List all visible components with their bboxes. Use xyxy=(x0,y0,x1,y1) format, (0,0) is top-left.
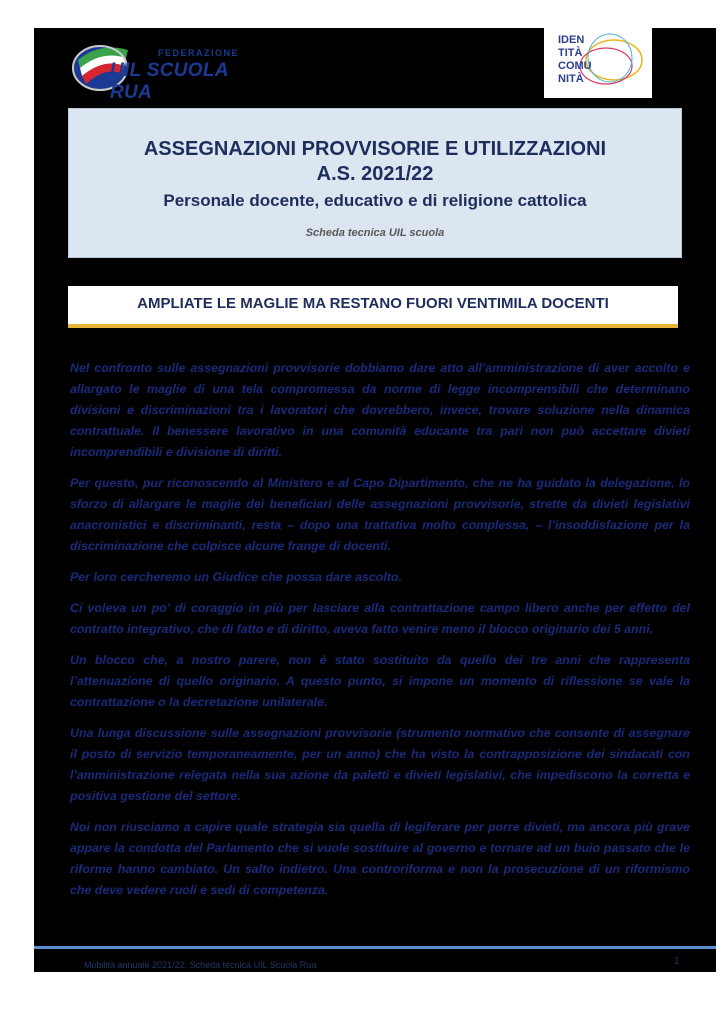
federation-label: FEDERAZIONE xyxy=(158,48,240,58)
document-page xyxy=(34,28,716,972)
paragraph: Noi non riusciamo a capire quale strategia sia quella di legiferare per porre divieti, ma ancora più grave appare la condotta del Parlamento che si vuole sostituire al governo e tornare ad un buio passato che le riforme hanno cambiato. Un salto indietro. Una controriforma e non la prosecuzione di un riformismo che deve vedere ruoli e sedi di competenza. xyxy=(70,820,690,897)
page-number: 1 xyxy=(674,956,680,967)
identita-line-4: NITÀ xyxy=(558,73,584,85)
title-line-2: A.S. 2021/22 xyxy=(316,163,434,185)
body-text xyxy=(70,358,690,911)
title-line-3: Personale docente, educativo e di religione cattolica xyxy=(163,191,587,210)
footer-divider xyxy=(34,946,716,949)
headline-box xyxy=(68,286,678,328)
title-subtitle: Scheda tecnica UIL scuola xyxy=(305,227,445,239)
paragraph: Ci voleva un po’ di coraggio in più per lasciare alla contrattazione campo libero anche per effetto del contratto integrativo, che di fatto e di diritto, aveva fatto venire meno il blocco originario dei 5 anni. xyxy=(70,601,690,636)
uil-scuola-logo xyxy=(70,34,270,103)
identita-line-2: TITÀ xyxy=(558,47,583,59)
identita-line-3: COMU xyxy=(558,60,592,72)
headline-text: AMPLIATE LE MAGLIE MA RESTANO FUORI VENTIMILA DOCENTI xyxy=(137,295,609,312)
paragraph: Una lunga discussione sulle assegnazioni provvisorie (strumento normativo che consente di assegnare il posto di servizio temporaneamente, per un anno) che ha visto la contrapposizione dei sindacati con l’amministrazione relegata nella sua azione da paletti e divieti legislativi, che impediscono la corretta e positiva gestione del settore. xyxy=(70,726,690,803)
footer-text: Mobilità annuale 2021/22: Scheda tecnica UIL Scuola Rua xyxy=(84,960,317,970)
title-box xyxy=(68,108,682,258)
title-line-1: ASSEGNAZIONI PROVVISORIE E UTILIZZAZIONI xyxy=(143,138,607,160)
paragraph: Per questo, pur riconoscendo al Ministero e al Capo Dipartimento, che ne ha guidato la delegazione, lo sforzo di allargare le maglie dei beneficiari delle assegnazioni provvisorie, strette da divieti legislativi anacronistici e discriminanti, resta – dopo una trattativa molto complessa, – l’insoddisfazione per la discriminazione che colpisce alcune frange di docenti. xyxy=(70,476,690,553)
paragraph: Un blocco che, a nostro parere, non è stato sostituito da quello dei tre anni che rappresenta l’attenuazione di quello originario. A questo punto, si impone un momento di riflessione se vale la contrattazione o la decretazione unilaterale. xyxy=(70,653,690,709)
paragraph: Nel confronto sulle assegnazioni provvisorie dobbiamo dare atto all’amministrazione di aver accolto e allargato le maglie di una tela compromessa da norme di legge incomprensibili che determinano divisioni e discriminazioni tra i lavoratori che dovrebbero, invece, trovare soluzione nella dinamica contrattuale. Il benessere lavorativo in una comunità educante tra pari non può accettare divieti incomprendibili e divisione di diritti. xyxy=(70,361,690,459)
uil-brand-name: UIL SCUOLA RUA xyxy=(110,60,229,103)
identita-line-1: IDEN xyxy=(558,34,585,46)
paragraph: Per loro cercheremo un Giudice che possa dare ascolto. xyxy=(70,570,402,584)
identita-comunita-logo xyxy=(544,28,652,98)
